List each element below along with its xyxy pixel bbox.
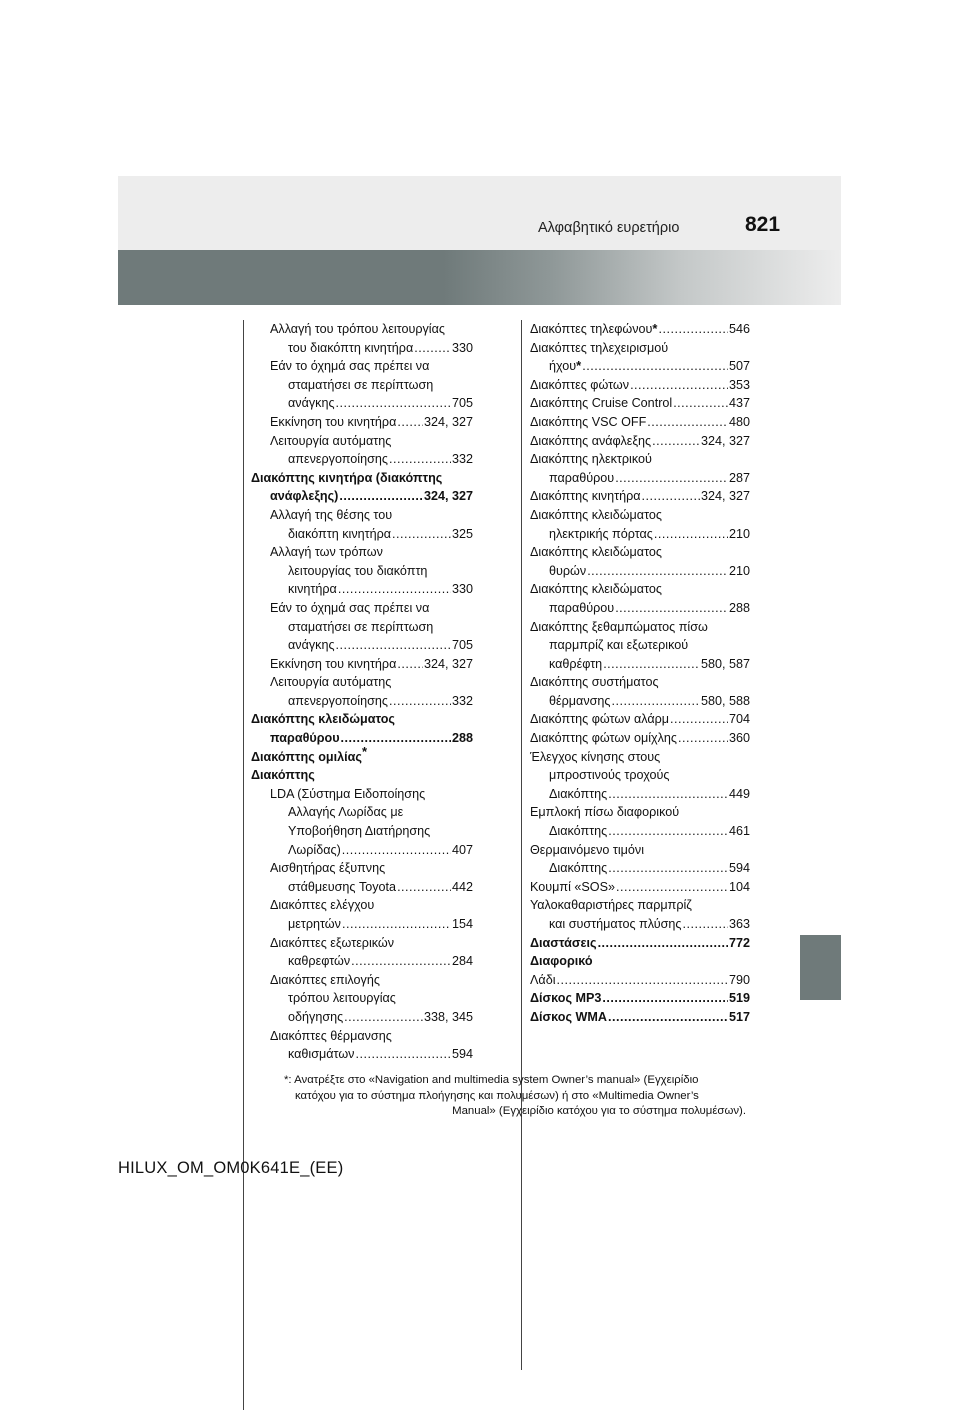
leader-dots [351,952,451,971]
index-entry-line [530,989,750,1008]
page-ref[interactable]: 324, 327 [700,433,750,448]
index-entry-line [530,934,750,953]
index-entry-line [251,896,473,915]
index-entry-line [251,766,473,785]
index-term: Διακόπτες εξωτερικών [270,935,395,950]
page-ref[interactable]: 104 [728,879,750,894]
page-ref[interactable]: 353 [728,377,750,392]
index-term: Διακόπτης VSC OFF [530,414,647,429]
index-entry-line [251,357,473,376]
index-term: ηλεκτρικής πόρτας [549,526,653,541]
index-entry-line [251,394,473,413]
index-term: LDA (Σύστημα Ειδοποίησης [270,786,426,801]
index-column-right [530,320,750,1027]
index-term: λειτουργίας του διακόπτη [288,563,428,578]
index-term: Διακόπτης [251,768,315,783]
leader-dots [608,785,728,804]
index-entry-line [530,915,750,934]
index-term: Λειτουργία αυτόματης [270,675,392,690]
index-entry-line [530,413,750,432]
index-entry-line [251,1045,473,1064]
leader-dots [342,915,451,934]
index-term: οδήγησης [288,1009,344,1024]
index-entry-line [251,339,473,358]
leader-dots [647,413,728,432]
page-ref[interactable]: 325 [451,526,473,541]
page-ref[interactable]: 407 [451,842,473,857]
leader-dots [341,729,451,748]
page-ref[interactable]: 772 [728,935,750,950]
page-ref[interactable]: 580, 587 [700,656,750,671]
page-ref[interactable]: 546 [728,322,750,336]
index-term: μετρητών [288,917,341,931]
leader-dots [344,1008,423,1027]
index-entry-line [530,469,750,488]
page-ref[interactable]: 324, 327 [423,656,473,671]
leader-dots [608,859,728,878]
page-ref[interactable]: 288 [451,731,473,746]
index-entry-line [530,655,750,674]
leader-dots [582,357,728,376]
footnote-line: *: Ανατρέξτε στο «Navigation and multimedia system Owner’s manual» (Εγχειρίδιο [284,1074,699,1086]
index-term: Αισθητήρας έξυπνης [270,861,386,876]
page-ref[interactable]: 449 [728,786,750,801]
page-ref[interactable]: 480 [728,414,750,429]
page-ref[interactable]: 287 [728,470,750,485]
index-entry-line [251,599,473,618]
index-term: Διακόπτης κινητήρα (διακόπτης [251,470,443,485]
leader-dots [670,710,728,729]
page-ref[interactable]: 324, 327 [423,489,473,504]
index-entry-line [251,859,473,878]
index-entry-line [251,692,473,711]
page-ref[interactable]: 360 [728,731,750,746]
index-entry-line [530,878,750,897]
chapter-thumb-tab [800,935,841,1000]
index-term: Αλλαγή του τρόπου λειτουργίας [270,322,445,336]
page-ref[interactable]: 705 [451,638,473,653]
document-code: HILUX_OM_OM0K641E_(EE) [118,1159,344,1177]
page-ref[interactable]: 507 [728,359,750,374]
leader-dots [615,469,728,488]
leader-dots [602,989,728,1008]
leader-dots [392,525,451,544]
index-entry-line [530,618,750,637]
middle-column-rule [521,320,522,1370]
index-entry-line [530,432,750,451]
footnote-line: κατόχου για το σύστημα πλοήγησης και πολυμέσων) ή στο «Multimedia Owner’s [295,1089,699,1102]
index-entry-line: ήχου * ..... 507 [530,357,750,376]
leader-dots [603,655,700,674]
index-term: Διακόπτες τηλεχειρισμού [530,340,669,355]
index-term: Λωρίδας) [288,842,341,857]
page-number: 821 [745,213,781,236]
index-term: του διακόπτη κινητήρα [288,340,414,355]
index-term: Δίσκος WMA [530,1009,607,1024]
index-term: Θερμαινόμενο τιμόνι [530,842,645,857]
leader-dots [611,692,700,711]
leader-dots [678,729,728,748]
leader-dots [389,450,451,469]
index-term: Κουμπί «SOS» [530,879,615,894]
index-term: καθισμάτων [288,1047,355,1062]
page-ref[interactable]: 594 [451,1047,473,1062]
left-column-rule [243,320,244,1410]
index-term: τρόπου λειτουργίας [288,991,396,1006]
index-entry-line [530,822,750,841]
leader-dots [652,432,700,451]
leader-dots [615,599,728,618]
page-ref[interactable]: 517 [728,1009,750,1024]
index-term: Διακόπτης κλειδώματος [530,507,662,522]
index-term: Διακόπτης συστήματος [530,675,659,690]
index-entry-line [530,450,750,469]
index-term: Διακόπτης [549,786,608,801]
index-term: Λειτουργία αυτόματης [270,433,392,448]
index-entry-line [530,1008,750,1027]
index-term: Διακόπτης φώτων ομίχλης [530,731,677,746]
index-entry-line [251,743,473,767]
leader-dots [642,487,700,506]
header-gradient-bar [118,250,841,305]
leader-dots [342,841,451,860]
page-ref[interactable]: 790 [728,972,750,987]
index-entry-line [251,989,473,1008]
index-term: Διακόπτης [549,824,608,839]
index-term: Διακόπτης κινητήρα [530,489,641,504]
leader-dots [587,562,728,581]
index-term: απενεργοποίησης [288,693,388,708]
index-entry-line [251,915,473,934]
index-term: Διακόπτης Cruise Control [530,396,673,411]
index-entry-line [251,562,473,581]
page-ref[interactable]: 332 [451,693,473,708]
index-term: καθρεφτών [288,954,351,969]
footnote [284,1073,746,1120]
index-entry-line [251,636,473,655]
page-ref[interactable]: 324, 327 [423,414,473,429]
index-term: Εάν το όχημά σας πρέπει να [270,359,430,374]
index-term: Αλλαγή των τρόπων [270,545,383,560]
index-term: απενεργοποίησης [288,452,388,467]
page-ref[interactable]: 705 [451,396,473,411]
index-term: θυρών [549,563,587,578]
leader-dots [673,394,728,413]
index-entry-line [251,803,473,822]
index-term: παραθύρου [270,731,340,746]
index-entry-line: Διακόπτες τηλεφώνου * ..... 546 [530,320,750,339]
page-ref[interactable]: 154 [451,917,473,931]
index-entry-line [251,469,473,488]
page-ref[interactable]: 442 [451,879,473,894]
leader-dots [336,636,451,655]
index-entry-line [530,599,750,618]
leader-dots [397,413,423,432]
page-ref[interactable]: 330 [451,340,473,355]
page-ref[interactable]: 437 [728,396,750,411]
footnote-line: Manual» (Εγχειρίδιο κατόχου για το σύστημα πολυμέσων). [452,1105,746,1118]
index-term: σταματήσει σε περίπτωση [288,619,434,634]
leader-dots [557,971,728,990]
index-entry-line [530,766,750,785]
page-ref[interactable]: 519 [728,991,750,1006]
index-entry-line [530,506,750,525]
page-ref[interactable]: 461 [728,824,750,839]
index-entry-line [251,822,473,841]
index-entry-line [530,971,750,990]
leader-dots [339,487,423,506]
index-term: ήχου [549,359,577,374]
index-term: Διακόπτες τηλεφώνου [530,322,653,336]
index-entry-line [530,952,750,971]
index-entry-line [251,785,473,804]
index-term: Διακόπτες φώτων [530,377,630,392]
page-ref[interactable]: 210 [728,526,750,541]
page-ref[interactable]: 330 [451,582,473,597]
index-entry-line [530,525,750,544]
index-term: στάθμευσης Toyota [288,879,397,894]
index-entry-line [251,618,473,637]
index-term: Υποβοήθηση Διατήρησης [288,824,431,839]
index-entry-line [251,878,473,897]
index-entry-line [530,692,750,711]
index-term: διακόπτη κινητήρα [288,526,392,541]
leader-dots [658,320,728,339]
index-entry-line [251,841,473,860]
index-term: Διακόπτης ομιλίας [251,749,362,764]
index-entry-line [251,1027,473,1046]
leader-dots [598,934,728,953]
index-term: Λάδι [530,972,556,987]
index-term: παραθύρου [549,600,615,615]
index-term: Διακόπτης ξεθαμπώματος πίσω [530,619,708,634]
index-term: Διακόπτης κλειδώματος [530,582,662,597]
index-entry-line [530,748,750,767]
index-term: Διαφορικό [530,954,593,969]
index-term: σταματήσει σε περίπτωση [288,377,434,392]
leader-dots [608,822,728,841]
index-term: Αλλαγή της θέσης του [270,507,393,522]
index-entry-line [251,580,473,599]
index-entry-line [251,450,473,469]
index-term: Διακόπτης ηλεκτρικού [530,452,652,467]
index-entry-line [530,785,750,804]
index-entry-line [530,487,750,506]
index-entry-line [251,413,473,432]
index-entry-line [251,1008,473,1027]
index-entry-line [251,506,473,525]
leader-dots [397,655,423,674]
index-term: ανάγκης [288,396,335,411]
index-term: Εμπλοκή πίσω διαφορικού [530,805,680,820]
page-ref[interactable]: 332 [451,452,473,467]
index-entry-line [530,729,750,748]
page-ref[interactable]: 284 [451,954,473,969]
index-term: θέρμανσης [549,693,611,708]
index-term: Δίσκος MP3 [530,991,602,1006]
index-entry-line [530,841,750,860]
index-term: Εκκίνηση του κινητήρα [270,656,397,671]
index-term: ανάγκης [288,638,335,653]
page-ref[interactable]: 210 [728,563,750,578]
index-term: Υαλοκαθαριστήρες παρμπρίζ [530,898,692,913]
index-term: παρμπρίζ και εξωτερικού [549,638,689,653]
index-entry-line [251,320,473,339]
index-term: Διακόπτης [549,861,608,876]
index-term: Διακόπτες επιλογής [270,972,380,987]
index-entry-line [530,636,750,655]
index-entry-line [530,673,750,692]
index-term: Εάν το όχημά σας πρέπει να [270,600,430,615]
index-term: Διαστάσεις [530,935,597,950]
index-term: μπροστινούς τροχούς [549,768,670,783]
page-ref[interactable]: 288 [728,600,750,615]
index-entry-line [530,803,750,822]
index-term: Αλλαγής Λωρίδας με [288,805,404,820]
index-entry-line [251,376,473,395]
index-term: και συστήματος πλύσης [549,917,682,931]
index-entry-line [251,710,473,729]
page-ref[interactable]: 324, 327 [700,489,750,504]
leader-dots [608,1008,728,1027]
leader-dots [338,580,451,599]
leader-dots [389,692,451,711]
footnote-marker: * [361,743,367,759]
index-entry-line [530,859,750,878]
page-ref[interactable]: 580, 588 [700,693,750,708]
index-term: καθρέφτη [549,656,603,671]
page-ref[interactable]: 338, 345 [423,1009,473,1024]
leader-dots [682,915,728,934]
index-entry-line [530,376,750,395]
index-entry-line [251,934,473,953]
leader-dots [654,525,728,544]
leader-dots [616,878,728,897]
index-entry-line [530,339,750,358]
index-entry-line [251,525,473,544]
leader-dots [630,376,728,395]
index-entry-line [530,896,750,915]
leader-dots [397,878,451,897]
index-entry-line [251,487,473,506]
index-entry-line [530,394,750,413]
index-entry-line [251,673,473,692]
index-term: Διακόπτης κλειδώματος [251,712,395,727]
index-entry-line [251,543,473,562]
index-entry-line [530,543,750,562]
index-term: Διακόπτες ελέγχου [270,898,375,913]
index-term: Διακόπτης κλειδώματος [530,545,662,560]
index-term: Έλεγχος κίνησης στους [530,749,661,764]
index-entry-line [530,562,750,581]
index-term: ανάφλεξης) [270,489,339,504]
index-entry-line [251,655,473,674]
index-entry-line [251,952,473,971]
index-term: κινητήρα [288,582,337,597]
index-term: Διακόπτης ανάφλεξης [530,433,652,448]
index-term: Διακόπτης φώτων αλάρμ [530,712,670,727]
index-term: Εκκίνηση του κινητήρα [270,414,397,429]
index-entry-line [251,971,473,990]
index-term: Διακόπτες θέρμανσης [270,1028,392,1043]
leader-dots [355,1045,451,1064]
index-entry-line [530,580,750,599]
page-ref[interactable]: 594 [728,861,750,876]
leader-dots [414,339,451,358]
index-entry-line [530,710,750,729]
section-title: Αλφαβητικό ευρετήριο [538,220,680,236]
page-ref[interactable]: 704 [728,712,750,727]
index-term: παραθύρου [549,470,615,485]
page-ref[interactable]: 363 [728,917,750,931]
index-entry-line [251,432,473,451]
leader-dots [336,394,451,413]
index-column-left [251,320,473,1064]
